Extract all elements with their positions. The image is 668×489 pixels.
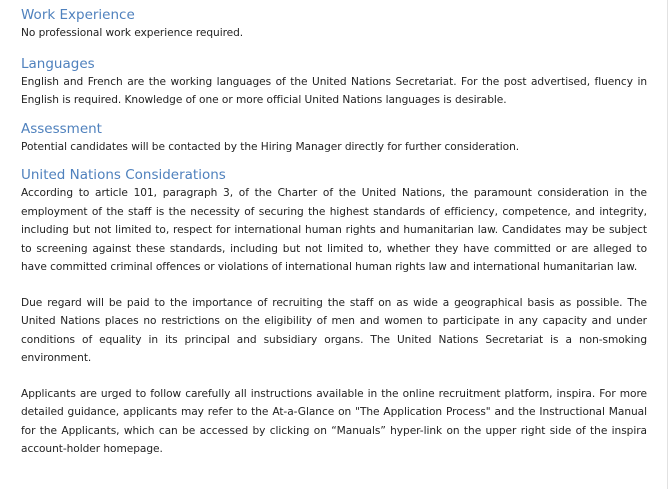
- un-considerations-paragraph-3: Applicants are urged to follow carefully all instructions available in the online recruitment platform, inspira. For more detailed guidance, applicants may refer to the At-a-Glance on "The Application Process" and the Instructional Manual for the Applicants, which can be accessed by clicking on “Manuals” hyper-link on the upper right side of the inspira account-holder homepage.: [21, 387, 647, 455]
- languages-text: English and French are the working languages of the United Nations Secretariat. For the post advertised, fluency in English is required. Knowledge of one or more official United Nations languages is desirable.: [21, 75, 647, 106]
- un-considerations-heading: United Nations Considerations: [21, 167, 226, 183]
- un-considerations-paragraph-2: Due regard will be paid to the importance of recruiting the staff on as wide a geographical basis as possible. The United Nations places no restrictions on the eligibility of men and women to participate in any capacity and under conditions of equality in its principal and subsidiary organs. The United Nations Secretariat is a non-smoking environment.: [21, 296, 647, 364]
- un-considerations-paragraph-1: According to article 101, paragraph 3, of the Charter of the United Nations, the paramount consideration in the employment of the staff is the necessity of securing the highest standards of efficiency, competence, and integrity, including but not limited to, respect for international human rights and humanitarian law. Candidates may be subject to screening against these standards, including but not limited to, whether they have committed or are alleged to have committed criminal offences or violations of international human rights law and international humanitarian law.: [21, 187, 647, 273]
- assessment-text: Potential candidates will be contacted by the Hiring Manager directly for further consideration.: [21, 140, 520, 153]
- work-experience-text: No professional work experience required.: [21, 27, 244, 39]
- assessment-heading: Assessment: [21, 120, 102, 137]
- un-considerations-section: [21, 167, 647, 459]
- assessment-section: [21, 121, 647, 157]
- languages-section: [21, 56, 647, 110]
- work-experience-heading: Work Experience: [21, 7, 135, 23]
- languages-heading: Languages: [21, 55, 95, 72]
- work-experience-section: [21, 7, 647, 43]
